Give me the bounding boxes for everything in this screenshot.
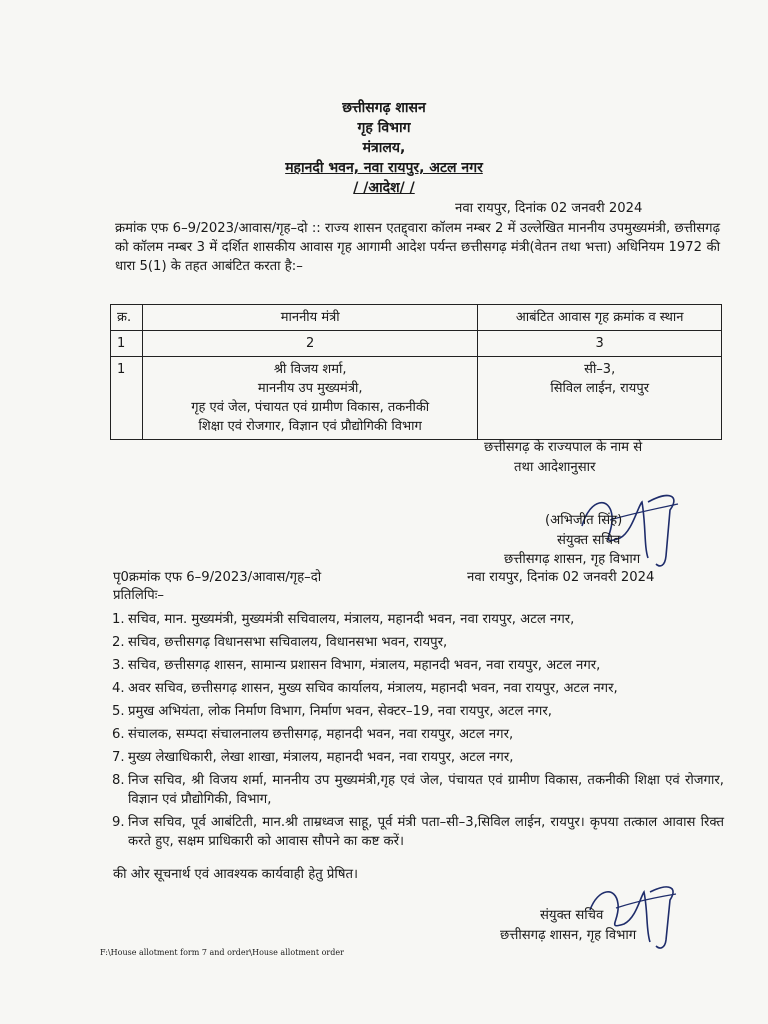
list-item-number: 1. xyxy=(112,612,125,627)
list-item-number: 7. xyxy=(112,750,125,765)
header-department: गृह विभाग xyxy=(357,120,411,136)
list-item xyxy=(112,610,724,629)
endorsement-date: नवा रायपुर, दिनांक 02 जनवरी 2024 xyxy=(467,570,655,585)
residence-number: सी–3, xyxy=(584,362,616,377)
list-item xyxy=(112,771,724,809)
list-item-number: 3. xyxy=(112,658,125,673)
header-ministry: मंत्रालय, xyxy=(362,140,406,156)
table-number-cell: 1 xyxy=(111,331,143,357)
list-item xyxy=(112,725,724,744)
order-paragraph: क्रमांक एफ 6–9/2023/आवास/गृह–दो :: राज्य शासन एतद्द्वारा कॉलम नम्बर 2 में उल्लेखित माननीय उपमुख्यमंत्री, छत्तीसगढ़ को कॉलम नम्बर 3 में दर्शित शासकीय आवास गृह आगामी आदेश पर्यन्त छत्तीसगढ़ मंत्री(वेतन तथा भत्ता) अधिनियम 1972 की धारा 5(1) के तहत आबंटित करता है:– xyxy=(115,221,720,274)
table-cell-minister xyxy=(142,357,477,440)
list-item-number: 5. xyxy=(112,704,125,719)
table-header-cell: आबंटित आवास गृह क्रमांक व स्थान xyxy=(478,305,722,331)
list-item-text: संचालक, सम्पदा संचालनालय छत्तीसगढ़, महानदी भवन, नवा रायपुर, अटल नगर, xyxy=(128,727,514,742)
list-item-text: सचिव, मान. मुख्यमंत्री, मुख्यमंत्री सचिवालय, मंत्रालय, महानदी भवन, नवा रायपुर, अटल नगर, xyxy=(128,612,575,627)
table-header-row xyxy=(111,305,722,331)
table-row xyxy=(111,357,722,440)
signatory-designation: संयुक्त सचिव xyxy=(557,533,621,548)
list-item xyxy=(112,702,724,721)
list-item-number: 2. xyxy=(112,635,125,650)
table-cell-sr: 1 xyxy=(111,357,143,440)
list-item-text: सचिव, छत्तीसगढ़ शासन, सामान्य प्रशासन विभाग, मंत्रालय, महानदी भवन, नवा रायपुर, अटल नगर, xyxy=(128,658,601,673)
table-header-cell: माननीय मंत्री xyxy=(142,305,477,331)
closing-line: की ओर सूचनार्थ एवं आवश्यक कार्यवाही हेतु प्रेषित। xyxy=(113,867,358,882)
header-government: छत्तीसगढ़ शासन xyxy=(342,100,426,116)
copy-label: प्रतिलिपिः– xyxy=(113,588,164,603)
footer-file-path: F:\House allotment form 7 and order\House allotment order xyxy=(100,948,344,957)
copy-list xyxy=(112,610,724,855)
signatory-department: छत्तीसगढ़ शासन, गृह विभाग xyxy=(504,552,641,567)
governor-line: छत्तीसगढ़ के राज्यपाल के नाम से xyxy=(484,440,643,455)
list-item xyxy=(112,679,724,698)
list-item-text: अवर सचिव, छत्तीसगढ़ शासन, मुख्य सचिव कार्यालय, मंत्रालय, महानदी भवन, नवा रायपुर, अटल नगर, xyxy=(128,681,618,696)
list-item-number: 6. xyxy=(112,727,125,742)
endorsement-number: पृ0क्रमांक एफ 6–9/2023/आवास/गृह–दो xyxy=(113,570,322,585)
table-number-cell: 2 xyxy=(142,331,477,357)
governor-line: तथा आदेशानुसार xyxy=(514,460,596,475)
list-item xyxy=(112,748,724,767)
header-order-title: / /आदेश/ / xyxy=(353,180,415,196)
list-item-text: निज सचिव, पूर्व आबंटिती, मान.श्री ताम्रध्वज साहू, पूर्व मंत्री पता–सी–3,सिविल लाईन, रायपुर। कृपया तत्काल आवास रिक्त करते हुए, सक्षम प्राधिकारी को आवास सौपने का कष्ट करें। xyxy=(128,815,724,849)
signatory2-department: छत्तीसगढ़ शासन, गृह विभाग xyxy=(500,928,637,943)
table-number-row xyxy=(111,331,722,357)
list-item-number: 9. xyxy=(112,815,125,830)
list-item-text: निज सचिव, श्री विजय शर्मा, माननीय उप मुख्यमंत्री,गृह एवं जेल, पंचायत एवं ग्रामीण विकास, तकनीकी शिक्षा एवं रोजगार, विज्ञान एवं प्रौद्योगिकी, विभाग, xyxy=(128,773,724,807)
minister-portfolio: गृह एवं जेल, पंचायत एवं ग्रामीण विकास, तकनीकी xyxy=(191,400,430,415)
table-header-cell: क्र. xyxy=(111,305,143,331)
minister-portfolio: शिक्षा एवं रोजगार, विज्ञान एवं प्रौद्योगिकी विभाग xyxy=(198,419,422,434)
list-item xyxy=(112,633,724,652)
signatory2-designation: संयुक्त सचिव xyxy=(540,908,604,923)
list-item-text: सचिव, छत्तीसगढ़ विधानसभा सचिवालय, विधानसभा भवन, रायपुर, xyxy=(128,635,448,650)
place-date: नवा रायपुर, दिनांक 02 जनवरी 2024 xyxy=(455,201,643,216)
list-item xyxy=(112,813,724,851)
list-item-number: 4. xyxy=(112,681,125,696)
minister-post: माननीय उप मुख्यमंत्री, xyxy=(257,381,363,396)
residence-location: सिविल लाईन, रायपुर xyxy=(550,381,650,396)
list-item-number: 8. xyxy=(112,773,125,788)
minister-name: श्री विजय शर्मा, xyxy=(273,362,347,377)
list-item xyxy=(112,656,724,675)
header-address: महानदी भवन, नवा रायपुर, अटल नगर xyxy=(285,160,483,176)
table-cell-residence xyxy=(478,357,722,440)
allotment-table xyxy=(110,304,722,440)
list-item-text: मुख्य लेखाधिकारी, लेखा शाखा, मंत्रालय, महानदी भवन, नवा रायपुर, अटल नगर, xyxy=(128,750,514,765)
list-item-text: प्रमुख अभियंता, लोक निर्माण विभाग, निर्माण भवन, सेक्टर–19, नवा रायपुर, अटल नगर, xyxy=(128,704,552,719)
table-number-cell: 3 xyxy=(478,331,722,357)
signatory-name: (अभिजीत सिंह) xyxy=(545,513,623,528)
